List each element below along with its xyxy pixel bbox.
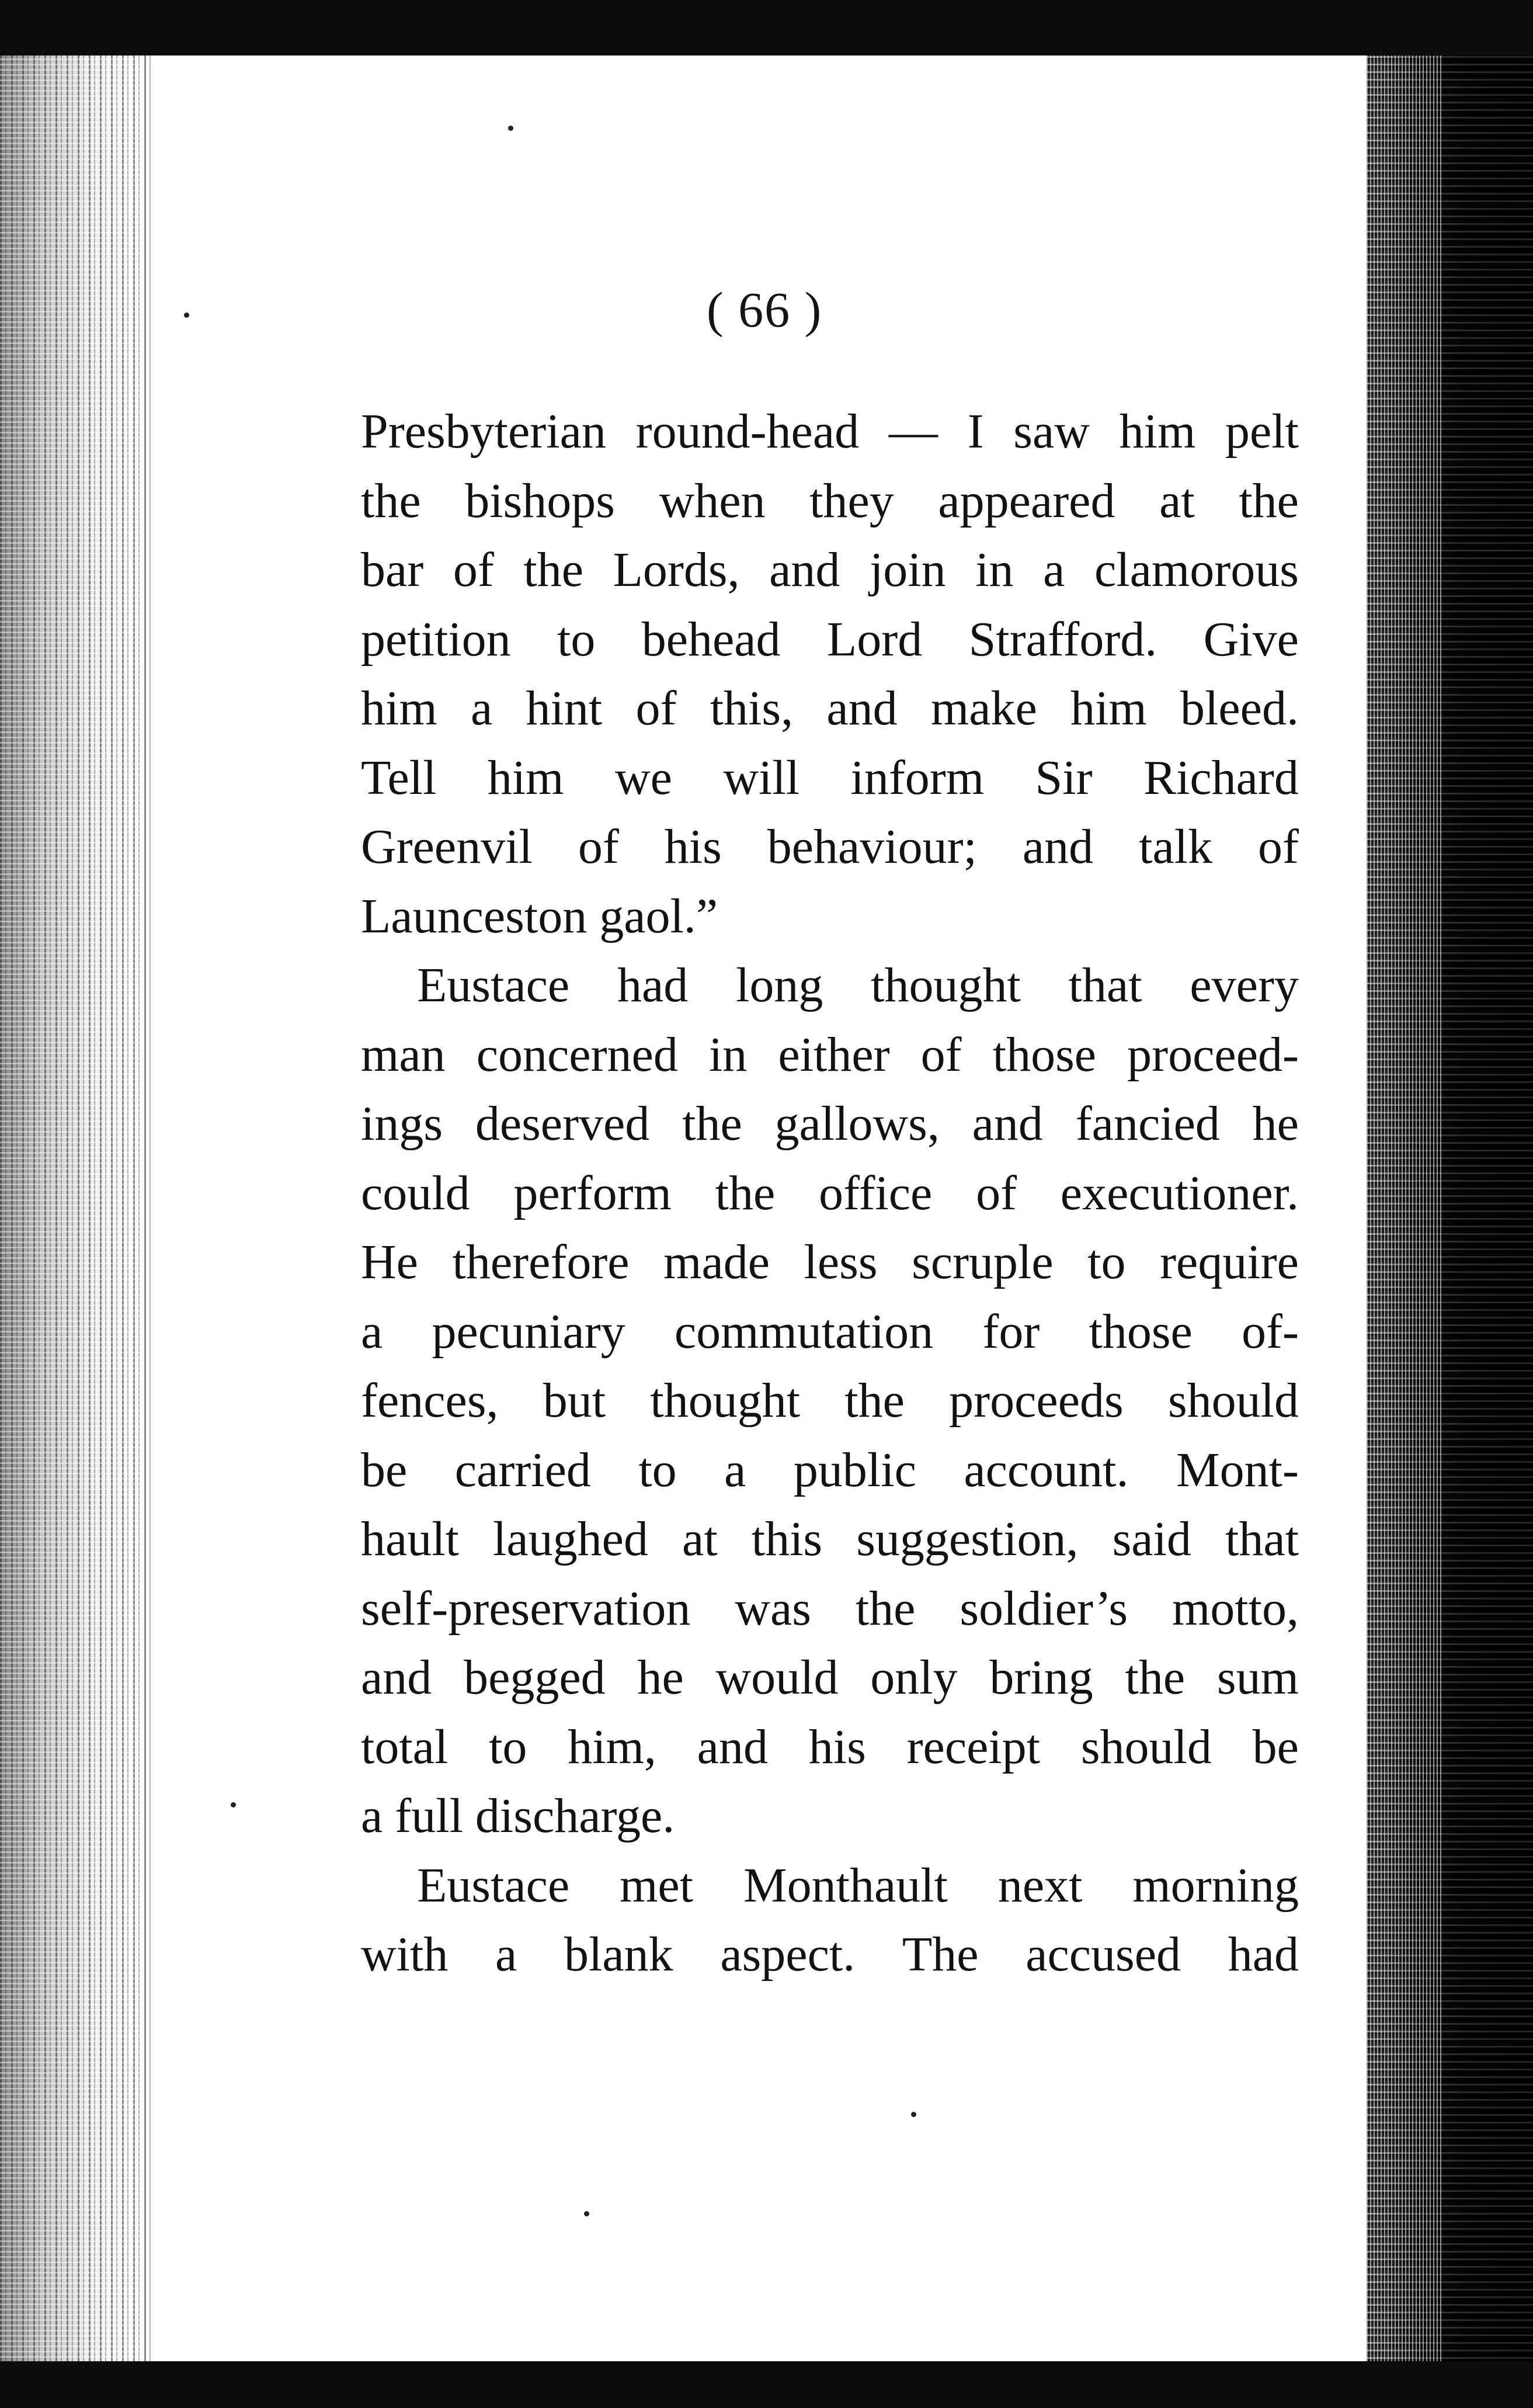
text-word: Strafford.	[968, 612, 1157, 667]
print-speck	[184, 313, 189, 318]
text-word: laughed	[493, 1512, 648, 1566]
text-word: round-head	[635, 404, 860, 459]
text-word: Mont-	[1176, 1442, 1299, 1497]
text-word: of-	[1242, 1304, 1299, 1359]
text-word: a	[1043, 543, 1065, 597]
text-word: had	[617, 958, 689, 1012]
text-word: his	[664, 820, 722, 874]
text-word: that	[1225, 1512, 1299, 1566]
text-word: of	[976, 1165, 1017, 1220]
text-word: scruple	[912, 1235, 1054, 1289]
text-word: met	[620, 1858, 694, 1913]
text-word: his	[808, 1719, 866, 1774]
text-word: long	[736, 958, 823, 1012]
text-word: blank	[564, 1927, 673, 1982]
text-word: in	[708, 1027, 748, 1082]
text-word: accused	[1026, 1927, 1181, 1982]
text-line	[361, 1159, 1299, 1229]
text-word: require	[1160, 1235, 1299, 1289]
text-word: less	[804, 1235, 878, 1289]
text-word: The	[902, 1927, 979, 1982]
text-word: gallows,	[774, 1097, 940, 1151]
text-word: Monthault	[743, 1858, 948, 1913]
text-word: either	[778, 1027, 890, 1082]
text-word: receipt	[906, 1719, 1041, 1774]
print-speck	[911, 2112, 916, 2117]
text-word: the	[715, 1165, 776, 1220]
text-word: hault	[361, 1512, 459, 1566]
text-word: him	[487, 750, 564, 805]
text-line	[361, 1505, 1299, 1574]
text-word: when	[659, 473, 766, 528]
text-word: talk	[1139, 820, 1213, 874]
text-word: a	[724, 1442, 746, 1497]
text-word: office	[819, 1165, 933, 1220]
print-speck	[508, 126, 513, 131]
text-word: the	[1239, 473, 1299, 528]
scan-bottom-border	[0, 2361, 1533, 2408]
text-word: and	[826, 681, 898, 735]
text-line	[361, 1090, 1299, 1159]
text-word: him,	[568, 1719, 656, 1774]
text-word: and	[697, 1719, 768, 1774]
text-word: commutation	[674, 1304, 934, 1359]
text-word: deserved	[475, 1097, 650, 1151]
text-word: with	[361, 1927, 449, 1982]
text-word: the	[523, 543, 583, 597]
text-word: pecuniary	[432, 1304, 625, 1359]
text-word: thought	[650, 1373, 801, 1428]
text-word: soldier’s	[960, 1581, 1128, 1636]
text-word: Sir	[1035, 750, 1093, 805]
text-line	[361, 605, 1299, 675]
text-word: Lord	[826, 612, 923, 667]
text-word: account.	[964, 1442, 1129, 1497]
text-word: he	[1252, 1097, 1299, 1151]
text-word: a	[495, 1927, 517, 1982]
text-word: at	[1159, 473, 1195, 528]
text-word: a	[361, 1304, 383, 1359]
text-word: thought	[871, 958, 1021, 1012]
text-word: could	[361, 1165, 470, 1220]
text-word: carried	[454, 1442, 591, 1497]
print-speck	[231, 1802, 236, 1807]
text-word: made	[663, 1235, 770, 1289]
text-word: begged	[464, 1650, 606, 1705]
text-word: to	[638, 1442, 677, 1497]
text-word: total	[361, 1719, 449, 1774]
text-word: behead	[641, 612, 781, 667]
text-word: only	[870, 1650, 958, 1705]
text-word: a full discharge.	[361, 1789, 675, 1843]
text-line	[361, 951, 1299, 1021]
text-word: petition	[361, 612, 511, 667]
text-word: Richard	[1143, 750, 1299, 805]
text-word: the	[361, 473, 421, 528]
page-number: ( 66 )	[707, 282, 823, 338]
text-word: but	[543, 1373, 606, 1428]
text-word: of	[578, 820, 619, 874]
text-word: suggestion,	[856, 1512, 1079, 1566]
text-line	[361, 1920, 1299, 1990]
text-word: this	[751, 1512, 823, 1566]
text-line	[361, 1643, 1299, 1713]
text-word: the	[855, 1581, 916, 1636]
text-word: bishops	[465, 473, 615, 528]
text-word: of	[1258, 820, 1299, 874]
text-word: He	[361, 1235, 418, 1289]
text-word: those	[1089, 1304, 1193, 1359]
text-word: will	[723, 750, 800, 805]
text-word: fences,	[361, 1373, 499, 1428]
text-line	[361, 744, 1299, 813]
text-word: self-preservation	[361, 1581, 691, 1636]
text-word: for	[982, 1304, 1040, 1359]
text-word: behaviour;	[767, 820, 977, 874]
text-word: that	[1068, 958, 1142, 1012]
text-word: inform	[850, 750, 985, 805]
text-word: bleed.	[1180, 681, 1299, 735]
text-line	[361, 1297, 1299, 1367]
text-word: had	[1228, 1927, 1299, 1982]
text-word: executioner.	[1060, 1165, 1299, 1220]
text-word: clamorous	[1094, 543, 1299, 597]
text-word: be	[361, 1442, 408, 1497]
text-word: we	[614, 750, 672, 805]
text-word: him	[1070, 681, 1147, 735]
text-word: next	[997, 1858, 1083, 1913]
text-word: this,	[710, 681, 794, 735]
text-line	[361, 1366, 1299, 1436]
text-line	[361, 1021, 1299, 1090]
text-word: proceed-	[1127, 1027, 1299, 1082]
text-word: Give	[1203, 612, 1299, 667]
text-line	[361, 1228, 1299, 1297]
text-word: Eustace	[417, 958, 570, 1012]
text-line	[361, 1713, 1299, 1782]
text-word: to	[489, 1719, 527, 1774]
text-word: morning	[1132, 1858, 1299, 1913]
book-fore-edge-highlight	[1367, 55, 1442, 2361]
text-word: sum	[1216, 1650, 1299, 1705]
text-word: Eustace	[417, 1858, 570, 1913]
text-word: proceeds	[949, 1373, 1124, 1428]
text-word: the	[1125, 1650, 1186, 1705]
text-word: to	[557, 612, 596, 667]
text-word: ings	[361, 1097, 443, 1151]
text-word: should	[1167, 1373, 1299, 1428]
text-word: he	[637, 1650, 684, 1705]
text-word: perform	[513, 1165, 672, 1220]
text-word: would	[715, 1650, 839, 1705]
text-word: saw	[1013, 404, 1090, 459]
body-text	[361, 397, 1299, 1990]
text-word: every	[1190, 958, 1299, 1012]
text-word: to	[1087, 1235, 1126, 1289]
print-speck	[584, 2211, 589, 2216]
text-word: at	[682, 1512, 718, 1566]
text-word: I	[967, 404, 984, 459]
text-word: the	[844, 1373, 905, 1428]
text-word: bring	[989, 1650, 1093, 1705]
text-line	[361, 1851, 1299, 1921]
text-word: in	[975, 543, 1014, 597]
text-word: bar	[361, 543, 424, 597]
text-line	[361, 882, 1299, 952]
scan-top-border	[0, 0, 1533, 55]
text-line	[361, 397, 1299, 467]
text-word: him	[1119, 404, 1196, 459]
text-word: appeared	[938, 473, 1115, 528]
text-word: and	[769, 543, 840, 597]
text-word: therefore	[452, 1235, 630, 1289]
text-line	[361, 467, 1299, 536]
text-line	[361, 813, 1299, 882]
text-word: they	[809, 473, 894, 528]
text-word: a	[470, 681, 493, 735]
text-word: concerned	[476, 1027, 678, 1082]
text-word: of	[635, 681, 677, 735]
text-line	[361, 536, 1299, 605]
binding-gutter-texture	[0, 55, 140, 2361]
text-word: and	[972, 1097, 1043, 1151]
text-word: and	[1022, 820, 1094, 874]
text-word: was	[735, 1581, 811, 1636]
text-line	[361, 1574, 1299, 1644]
text-word: Greenvil	[361, 820, 533, 874]
text-word: said	[1112, 1512, 1191, 1566]
text-word: fancied	[1075, 1097, 1220, 1151]
text-word: make	[930, 681, 1037, 735]
text-line	[361, 1436, 1299, 1505]
text-word: of	[453, 543, 494, 597]
text-word: Presbyterian	[361, 404, 606, 459]
text-word: the	[682, 1097, 742, 1151]
text-line	[361, 674, 1299, 744]
text-word: aspect.	[720, 1927, 856, 1982]
text-word: —	[888, 404, 938, 459]
text-word: join	[869, 543, 946, 597]
text-word: should	[1080, 1719, 1212, 1774]
text-word: be	[1252, 1719, 1299, 1774]
text-word: of	[920, 1027, 962, 1082]
text-word: pelt	[1225, 404, 1299, 459]
text-word: Launceston gaol.”	[361, 889, 718, 943]
text-word: him	[361, 681, 437, 735]
text-word: Tell	[361, 750, 437, 805]
text-word: public	[793, 1442, 916, 1497]
text-word: and	[361, 1650, 432, 1705]
text-word: Lords,	[613, 543, 740, 597]
text-word: those	[992, 1027, 1097, 1082]
text-word: man	[361, 1027, 446, 1082]
text-word: motto,	[1172, 1581, 1299, 1636]
text-word: hint	[526, 681, 603, 735]
text-line	[361, 1782, 1299, 1851]
